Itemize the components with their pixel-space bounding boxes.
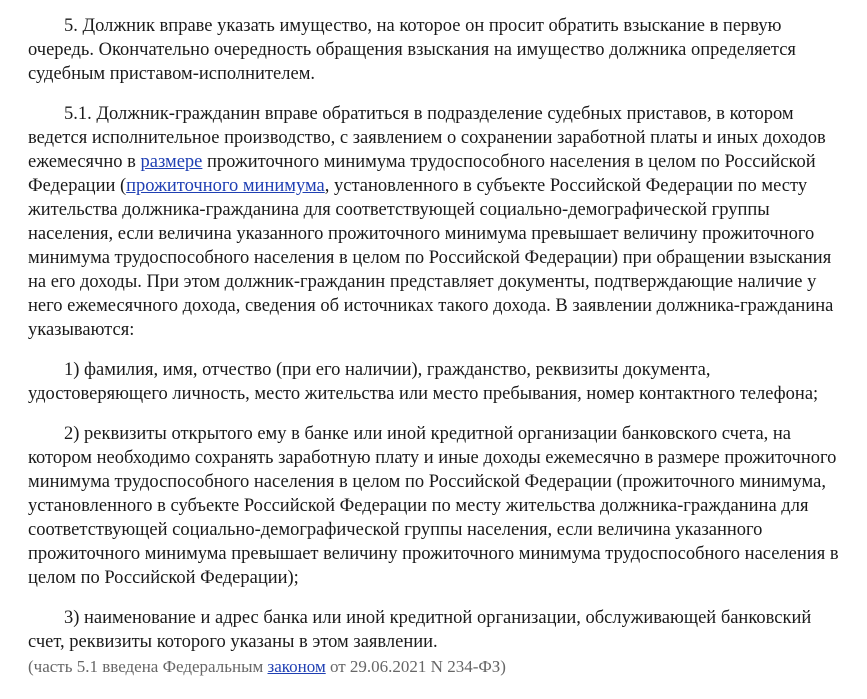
amendment-note-text-1: (часть 5.1 введена Федеральным — [28, 657, 268, 676]
link-prozhitochnogo-minimuma[interactable]: прожиточного минимума — [126, 176, 325, 196]
list-item-2: 2) реквизиты открытого ему в банке или иной кредитной организации банковского счета, на котором необходимо сохранять заработную плату и иные доходы ежемесячно в размере прожиточного минимума трудоспособного населения в целом по Российской Федерации (прожиточного минимума, установленного в субъекте Российской Федерации по месту жительства должника-гражданина для соответствующей социально-демографической группы населения, если величина указанного прожиточного минимума превышает величину прожиточного минимума трудоспособного населения в целом по Российской Федерации); — [28, 424, 839, 588]
paragraph-5: 5. Должник вправе указать имущество, на которое он просит обратить взыскание в первую очередь. Окончательно очередность обращения взыскания на имущество должника определяется судебным приставом-исполнителем. — [28, 16, 796, 84]
paragraph-5-1 — [28, 102, 848, 342]
paragraph-5-1-text-1: 5.1. Должник-гражданин вправе обратиться в подразделение судебных приставов, в котором ведется исполнительное производство, с заявлением о сохранении заработной платы и иных доходов ежемесячно в — [28, 104, 826, 172]
amendment-note — [28, 656, 848, 678]
link-zakonom[interactable]: законом — [267, 657, 326, 676]
amendment-note-text-2: от 29.06.2021 N 234-ФЗ) — [325, 657, 506, 676]
document-body — [28, 14, 848, 678]
paragraph-5-1-text-2: прожиточного минимума трудоспособного населения в целом по Российской Федерации ( — [28, 152, 816, 196]
list-item-3: 3) наименование и адрес банка или иной кредитной организации, обслуживающей банковский счет, реквизиты которого указаны в этом заявлении. — [28, 608, 812, 652]
link-razmer[interactable]: размере — [140, 152, 203, 172]
list-item-1: 1) фамилия, имя, отчество (при его наличии), гражданство, реквизиты документа, удостоверяющего личность, место жительства или место пребывания, номер контактного телефона; — [28, 360, 819, 404]
paragraph-5-1-text-3: , установленного в субъекте Российской Федерации по месту жительства должника-гражданина для соответствующей социально-демографической группы населения, если величина указанного прожиточного минимума превышает величину прожиточного минимума трудоспособного населения в целом по Российской Федерации) при обращении взыскания на его доходы. При этом должник-гражданин представляет документы, подтверждающие наличие у него ежемесячного дохода, сведения об источниках такого дохода. В заявлении должника-гражданина указываются: — [28, 176, 834, 340]
